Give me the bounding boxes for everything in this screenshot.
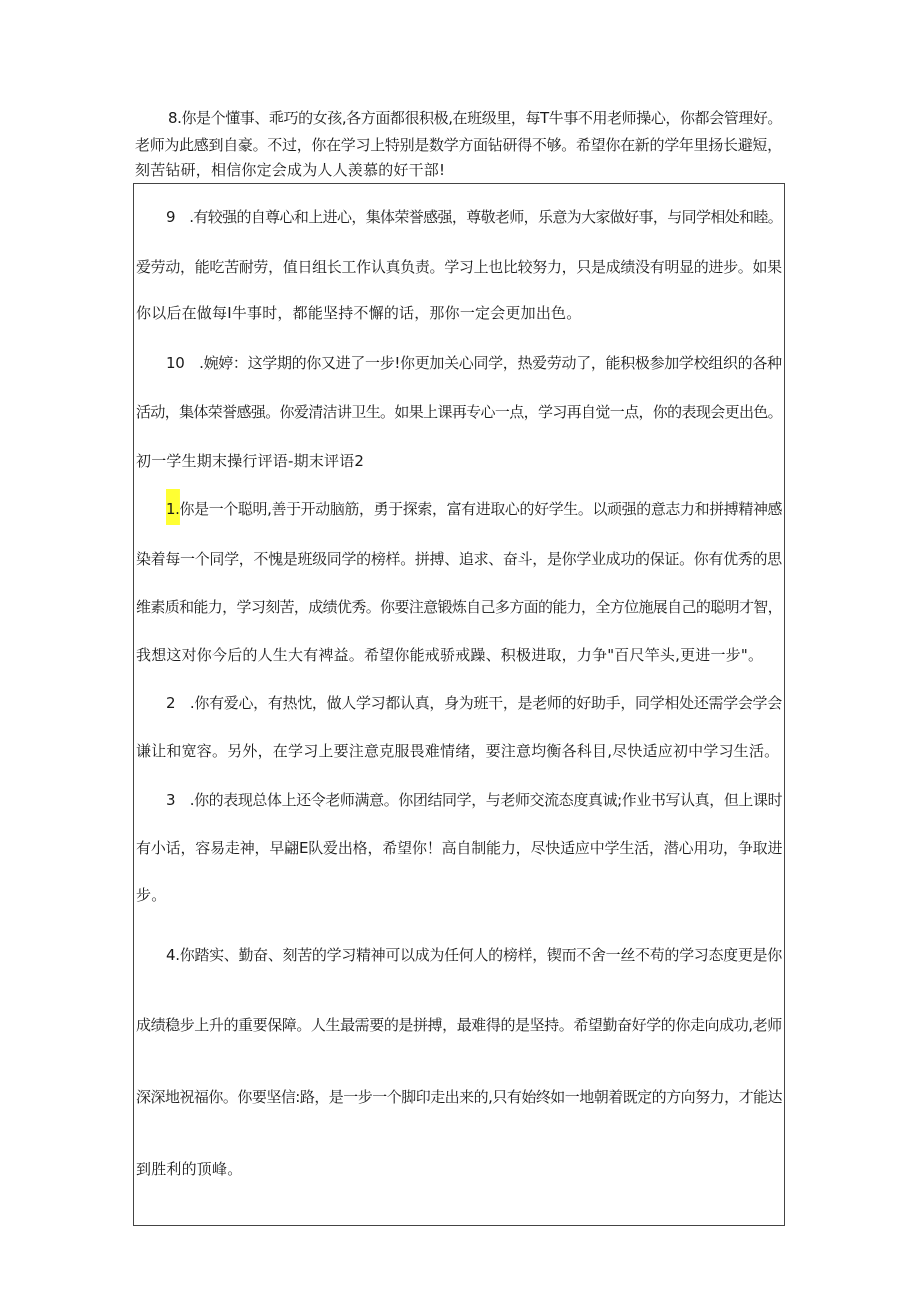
comment-10-line-1: 10 .婉婷：这学期的你又进了一步!你更加关心同学，热爱劳动了，能积极参加学校组织的各种 [166, 354, 782, 372]
intro-line-1: 8.你是个懂事、乖巧的女孩,各方面都很积极,在班级里，每T牛事不用老师操心，你都会管理好。 [168, 109, 783, 127]
comment-9-line-3: 你以后在做每I牛事时，都能坚持不懈的话，那你一定会更加出色。 [136, 304, 582, 322]
comment-9-line-1: 9 .有较强的自尊心和上进心，集体荣誉感强，尊敬老师，乐意为大家做好事，与同学相处和睦。 [166, 208, 783, 226]
section-comment-1-text: 你是一个聪明,善于开动脑筋，勇于探索，富有进取心的好学生。以顽强的意志力和拼搏精神感 [179, 500, 783, 518]
highlighted-number: 1. [166, 489, 180, 525]
section-comment-1-line-2: 染着每一个同学，不愧是班级同学的榜样。拼搏、追求、奋斗，是你学业成功的保证。你有优秀的思 [136, 550, 782, 568]
section-comment-3-line-1: 3 .你的表现总体上还令老师满意。你团结同学，与老师交流态度真诚;作业书写认真，但上课时 [166, 791, 783, 809]
section-comment-1-line-1 [166, 499, 782, 525]
intro-line-2: 老师为此感到自豪。不过，你在学习上特别是数学方面钻研得不够。希望你在新的学年里扬长避短， [135, 136, 782, 154]
comment-10-line-2: 活动，集体荣誉感强。你爱清洁讲卫生。如果上课再专心一点，学习再自觉一点，你的表现会更出色。 [136, 403, 783, 421]
section-comment-3-line-2: 有小话，容易走神，早翩E队爱出格，希望你！高自制能力，尽快适应中学生活，潜心用功，争取进 [136, 839, 783, 857]
section-comment-2-line-1: 2 .你有爱心，有热忱，做人学习都认真，身为班干，是老师的好助手，同学相处还需学会学会 [166, 694, 782, 712]
section-comment-1-line-3: 维素质和能力，学习刻苦，成绩优秀。你要注意锻炼自己多方面的能力，全方位施展自己的聪明才智， [136, 598, 783, 616]
section-comment-4-line-2: 成绩稳步上升的重要保障。人生最需要的是拼搏，最难得的是坚持。希望勤奋好学的你走向成功,老师 [136, 1016, 782, 1034]
section-comment-4-line-1: 4.你踏实、勤奋、刻苦的学习精神可以成为任何人的榜样，锲而不舍一丝不苟的学习态度更是你 [166, 946, 782, 964]
intro-line-3: 刻苦钻研，相信你定会成为人人羡慕的好干部! [135, 161, 446, 179]
section-comment-3-line-3: 步。 [136, 886, 167, 904]
section-title: 初一学生期末操行评语-期末评语2 [136, 452, 365, 470]
section-comment-4-line-3: 深深地祝福你。你要坚信:路，是一步一个脚印走出来的,只有始终如一地朝着既定的方向努力，才能达 [136, 1088, 783, 1106]
section-comment-1-line-4: 我想这对你今后的人生大有裨益。希望你能戒骄戒躁、积极进取，力争"百尺竿头,更进一步"。 [136, 646, 764, 664]
comment-9-line-2: 爱劳动，能吃苦耐劳，值日组长工作认真负责。学习上也比较努力，只是成绩没有明显的进步。如果 [136, 258, 782, 276]
section-comment-4-line-4: 到胜利的顶峰。 [136, 1160, 243, 1178]
section-comment-2-line-2: 谦让和宽容。另外，在学习上要注意克服畏难情绪，要注意均衡各科目,尽快适应初中学习生活。 [136, 742, 780, 760]
